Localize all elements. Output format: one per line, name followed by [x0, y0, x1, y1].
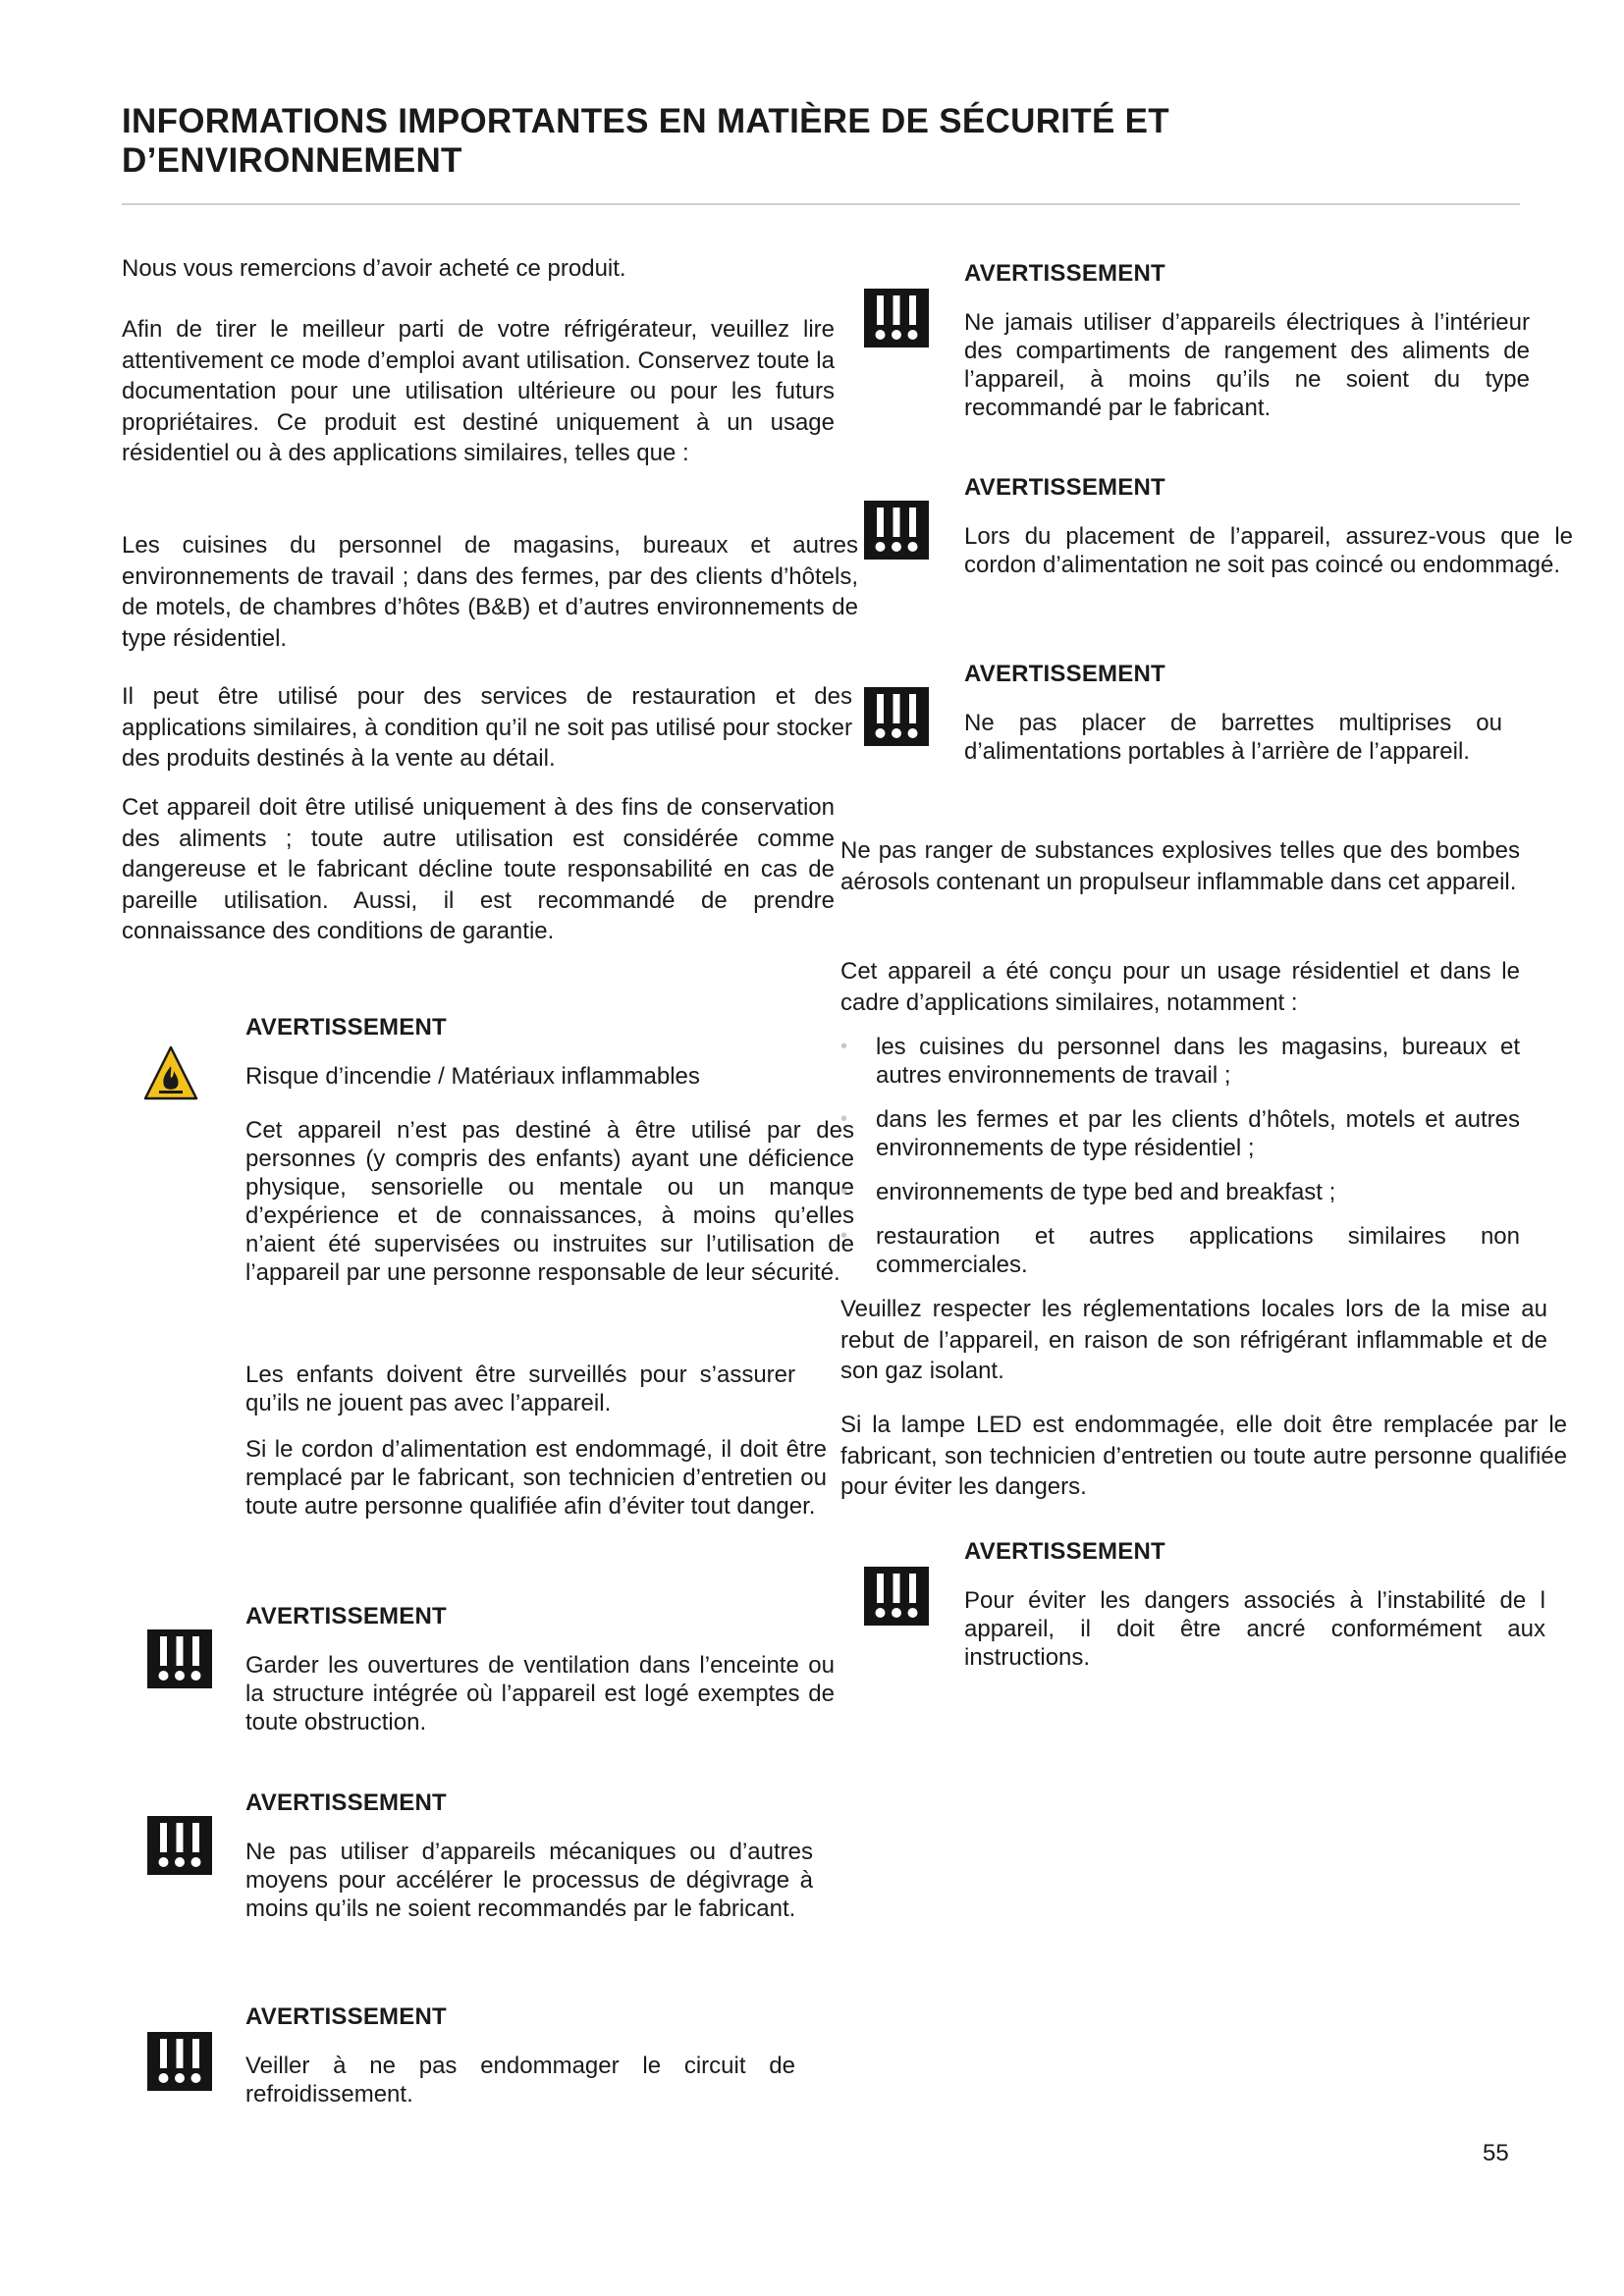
stability-warning-heading: AVERTISSEMENT — [964, 1538, 1165, 1565]
defrost-warning-heading: AVERTISSEMENT — [245, 1789, 447, 1816]
warning-exclamation-icon — [864, 289, 929, 347]
fire-warning-heading: AVERTISSEMENT — [245, 1014, 447, 1041]
circuit-warning-heading: AVERTISSEMENT — [245, 2003, 447, 2030]
list-item: • environnements de type bed and breakfast ; — [840, 1178, 1520, 1206]
fire-warning-text-3: Si le cordon d’alimentation est endommagé, il doit être remplacé par le fabricant, son technicien d’entretien ou toute autre personne qualifiée afin d’éviter tout danger. — [245, 1436, 827, 1520]
list-item: • les cuisines du personnel dans les magasins, bureaux et autres environnements de travail ; — [840, 1033, 1520, 1090]
explosive-paragraph: Ne pas ranger de substances explosives telles que des bombes aérosols contenant un propulseur inflammable dans cet appareil. — [840, 837, 1520, 895]
warning-exclamation-icon — [864, 687, 929, 746]
designed-for-paragraph: Cet appareil a été conçu pour un usage résidentiel et dans le cadre d’applications similaires, notamment : — [840, 958, 1520, 1016]
multiprise-warning-text: Ne pas placer de barrettes multiprises ou d’alimentations portables à l’arrière de l’appareil. — [964, 710, 1502, 765]
warning-exclamation-icon — [147, 1629, 212, 1688]
fire-hazard-icon — [143, 1044, 198, 1101]
list-item: • dans les fermes et par les clients d’hôtels, motels et autres environnements de type résidentiel ; — [840, 1105, 1520, 1162]
ventilation-warning-heading: AVERTISSEMENT — [245, 1603, 447, 1629]
electric-warning-text: Ne jamais utiliser d’appareils électriques à l’intérieur des compartiments de rangement des aliments de l’appareil, à moins qu’ils ne soient du type recommandé par le fabricant. — [964, 309, 1530, 421]
multiprise-warning-heading: AVERTISSEMENT — [964, 661, 1165, 687]
page-number: 55 — [1483, 2140, 1509, 2166]
warning-exclamation-icon — [864, 1567, 929, 1626]
fire-warning-text-2: Les enfants doivent être surveillés pour s’assurer qu’ils ne jouent pas avec l’appareil. — [245, 1362, 795, 1416]
intro-paragraph: Afin de tirer le meilleur parti de votre réfrigérateur, veuillez lire attentivement ce mode d’emploi avant utilisation. Conservez toute la documentation pour une utilisation ultérieure ou pour les futurs propriétaires. Ce produit est destiné uniquement à un usage résidentiel ou à des applications similaires, telles que : — [122, 316, 835, 466]
list-item: • restauration et autres applications similaires non commerciales. — [840, 1222, 1520, 1279]
page-title: INFORMATIONS IMPORTANTES EN MATIÈRE DE SÉCURITÉ ET D’ENVIRONNEMENT — [122, 102, 1169, 180]
ventilation-warning-text: Garder les ouvertures de ventilation dans l’enceinte ou la structure intégrée où l’appareil est logé exemptes de toute obstruction. — [245, 1652, 835, 1735]
disposal-paragraph: Veuillez respecter les réglementations locales lors de la mise au rebut de l’appareil, en raison de son réfrigérant inflammable et de son gaz isolant. — [840, 1296, 1547, 1384]
catering-paragraph: Il peut être utilisé pour des services de restauration et des applications similaires, à condition qu’il ne soit pas utilisé pour stocker des produits destinés à la vente au détail. — [122, 683, 852, 772]
title-divider — [122, 203, 1520, 205]
stability-warning-text: Pour éviter les dangers associés à l’instabilité de l appareil, il doit être ancré conformément aux instructions. — [964, 1587, 1545, 1671]
led-paragraph: Si la lampe LED est endommagée, elle doit être remplacée par le fabricant, son technicien d’entretien ou toute autre personne qualifiée pour éviter les dangers. — [840, 1412, 1567, 1500]
warning-exclamation-icon — [864, 501, 929, 560]
warning-exclamation-icon — [147, 2032, 212, 2091]
fire-warning-subtitle: Risque d’incendie / Matériaux inflammables — [245, 1063, 700, 1090]
fire-warning-text-1: Cet appareil n’est pas destiné à être utilisé par des personnes (y compris des enfants) ayant une déficience physique, sensorielle ou mentale ou un manque d’expérience et de connaissances, à moins qu’elles n’aient été supervisées ou instruites sur l’utilisation de l’appareil par une personne responsable de leur sécurité. — [245, 1117, 854, 1286]
cord-warning-heading: AVERTISSEMENT — [964, 474, 1165, 501]
conservation-paragraph: Cet appareil doit être utilisé uniquement à des fins de conservation des aliments ; toute autre utilisation est considérée comme dangereuse et le fabricant décline toute responsabilité en cas de pareille utilisation. Aussi, il est recommandé de prendre connaissance des conditions de garantie. — [122, 794, 835, 944]
intro-thanks: Nous vous remercions d’avoir acheté ce produit. — [122, 255, 626, 282]
circuit-warning-text: Veiller à ne pas endommager le circuit de refroidissement. — [245, 2053, 795, 2108]
electric-warning-heading: AVERTISSEMENT — [964, 260, 1165, 287]
cord-warning-text: Lors du placement de l’appareil, assurez-vous que le cordon d’alimentation ne soit pas coincé ou endommagé. — [964, 523, 1573, 578]
defrost-warning-text: Ne pas utiliser d’appareils mécaniques ou d’autres moyens pour accélérer le processus de dégivrage à moins qu’ils ne soient recommandés par le fabricant. — [245, 1839, 813, 1922]
warning-exclamation-icon — [147, 1816, 212, 1875]
usage-list — [840, 1033, 1520, 1295]
usage-paragraph: Les cuisines du personnel de magasins, bureaux et autres environnements de travail ; dans des fermes, par des clients d’hôtels, de motels, de chambres d’hôtes (B&B) et d’autres environnements de type résidentiel. — [122, 532, 858, 652]
